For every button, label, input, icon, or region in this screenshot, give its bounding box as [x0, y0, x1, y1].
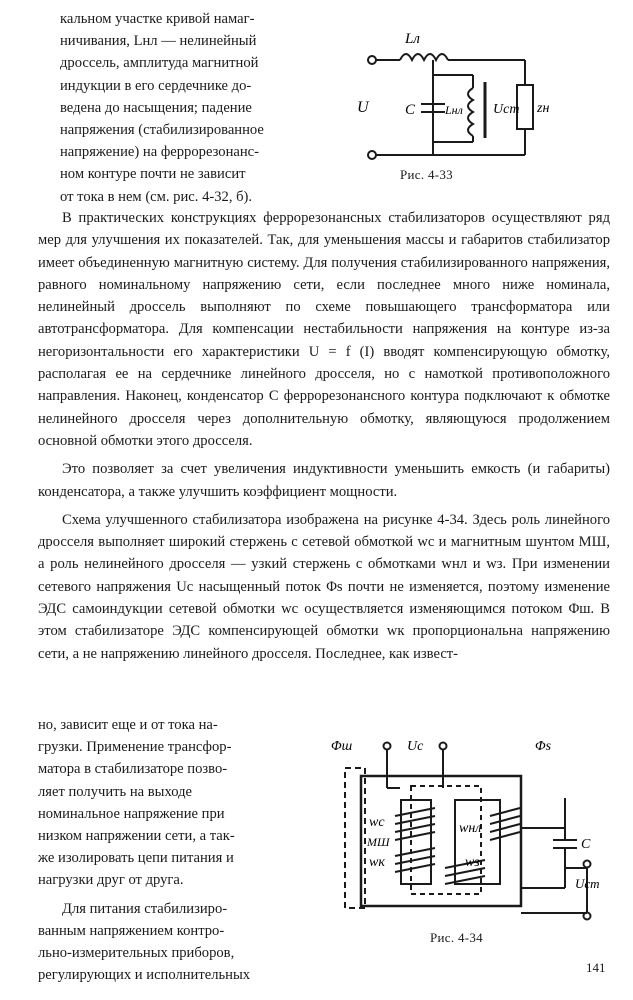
linear-inductor-coil — [400, 54, 448, 60]
text-line: льно-измерительных приборов, — [38, 945, 235, 962]
text-line: от тока в нем (см. рис. 4-32, б). — [60, 188, 253, 205]
terminal-bottom — [368, 151, 376, 159]
winding-wnl — [490, 808, 520, 840]
bottom-paragraph — [38, 714, 310, 986]
figure-caption: Рис. 4-34 — [430, 930, 483, 945]
text-line: индукции в его сердечнике до- — [60, 77, 252, 94]
label-nonlinear-inductor: Lнл — [445, 103, 463, 117]
label-input-voltage: U — [357, 99, 369, 116]
main-text — [38, 207, 610, 665]
paragraph: Это позволяет за счет увеличения индуктивности уменьшить емкость (и габариты) конденсатора, а также улучшить коэффициент мощности. — [38, 461, 610, 500]
label-winding-wk: wк — [369, 855, 385, 870]
text-line: но, зависит еще и от тока на- — [38, 717, 218, 733]
terminal-top — [368, 56, 376, 64]
text-line: же изолировать цепи питания и — [38, 850, 234, 867]
figure-4-33-circuit — [345, 20, 590, 185]
label-magnetic-shunt: МШ — [367, 835, 390, 849]
text-line: кальном участке кривой намаг- — [60, 11, 255, 27]
flux-path-s — [411, 786, 481, 894]
text-line: матора в стабилизаторе позво- — [38, 761, 228, 778]
top-paragraph — [60, 8, 308, 208]
label-capacitor: C — [405, 102, 416, 118]
paragraph: Схема улучшенного стабилизатора изображена на рисунке 4-34. Здесь роль линейного дросселя выполняет широкий стержень с сетевой обмоткой wс и магнитным шунтом МШ, а роль нелинейного дросселя — узкий стержень с обмотками wнл и wз. При изменении сетевого напряжения Uс насыщенный поток Φs почти не изменяется, поэтому изменение ЭДС самоиндукции сетевой обмотки wс осуществляется изменяющимся потоком Φш. В этом стабилизаторе ЭДС компенсирующей обмотки wк пропорциональна напряжению сети, а не напряжению линейного дросселя. Последнее, как извест- — [38, 511, 610, 662]
text-line: дроссель, амплитуда магнитной — [60, 55, 259, 72]
label-output-voltage: Uст — [575, 876, 600, 891]
label-winding-wnl: wнл — [459, 821, 482, 836]
page-number: 141 — [586, 960, 606, 975]
text-line: ведена до насыщения; падение — [60, 99, 252, 116]
paragraph: В практических конструкциях феррорезонансных стабилизаторов осуществляют ряд мер для улучшения их показателей. Так, для уменьшения массы и габаритов стабилизатор имеет объединенную магнитную систему. Для получения стабилизированного напряжения, равного номинальному напряжению сети, если последнее много ниже номинала, нелинейный дроссель выполняют по схеме повышающего трансформатора или автотрансформатора. Для компенсации нестабильности напряжения на контуре из-за негоризонтальности его характеристики U = f (I) вводят компенсирующую обмотку, располагая ее на сердечнике линейного дросселя, но с намоткой противоположного направления. Наконец, конденсатор C феррорезонансного контура подключают к обмотке нелинейного дросселя через дополнительную обмотку, являющуюся продолжением основной обмотки этого дросселя. — [38, 210, 610, 449]
text-line: ванным напряжением контро- — [38, 922, 225, 939]
label-winding-wc: wс — [369, 815, 385, 830]
label-network-voltage: Uс — [407, 739, 424, 754]
text-line: регулирующих и исполнительных — [38, 967, 251, 984]
label-phi-shunt: Φш — [331, 739, 353, 754]
label-linear-inductor: Lл — [405, 31, 420, 47]
core-window — [455, 800, 500, 884]
text-line: номинальное напряжение при — [38, 805, 225, 822]
text-line: ляет получить на выходе — [38, 783, 192, 800]
label-output-voltage: Uст — [493, 102, 520, 117]
text-line: грузки. Применение трансфор- — [38, 739, 232, 756]
text-line: низком напряжении сети, а так- — [38, 828, 235, 845]
label-capacitor: C — [581, 837, 591, 852]
text-line: напряжение) на феррорезонанс- — [60, 144, 260, 161]
figure-4-34-transformer — [325, 728, 615, 933]
figure-caption: Рис. 4-33 — [400, 167, 453, 182]
nonlinear-inductor-coil — [468, 88, 473, 136]
text-line: ничивания, Lнл — нелинейный — [60, 33, 257, 50]
label-load: zн — [537, 101, 550, 116]
text-line: напряжения (стабилизированное — [60, 122, 264, 139]
label-winding-wz: wз — [465, 855, 480, 870]
text-line: ном контуре почти не зависит — [60, 166, 246, 183]
text-line: Для питания стабилизиро- — [62, 900, 228, 917]
label-phi-s: Φs — [535, 739, 552, 754]
text-line: нагрузки друг от друга. — [38, 872, 184, 889]
